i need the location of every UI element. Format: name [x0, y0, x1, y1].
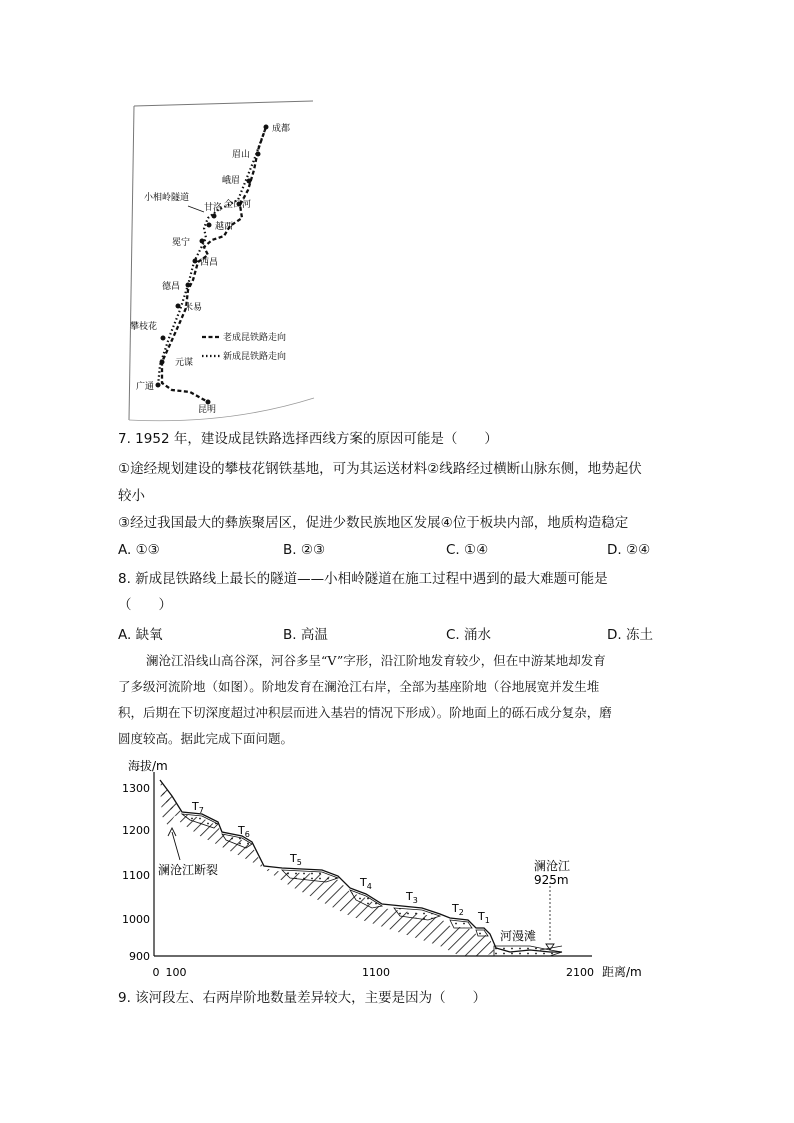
y-axis-label: 海拔/m	[128, 759, 168, 773]
x-axis-label: 距离/m	[602, 965, 642, 979]
q7-line1: ①途经规划建设的攀枝花钢铁基地，可为其运送材料②线路经过横断山脉东侧，地势起伏	[118, 461, 642, 477]
ground-surface	[160, 780, 562, 952]
floodplain-label: 河漫滩	[500, 929, 537, 943]
terrace-label-t5: $T_5$	[290, 852, 302, 867]
river-label: 澜沧江	[534, 859, 571, 873]
q8-option-c[interactable]: C. 涌水	[446, 627, 492, 643]
q7-option-b[interactable]: B. ②③	[283, 542, 326, 558]
station-dot-yuexi	[207, 223, 212, 228]
map-legend	[202, 331, 286, 362]
x-tick-1100: 1100	[362, 966, 390, 979]
label-tunnel: 小相岭隧道	[144, 193, 190, 203]
fault-label: 澜沧江断裂	[158, 863, 219, 877]
label-xichang: 西昌	[200, 258, 219, 268]
terrace-profile-svg	[110, 756, 670, 986]
q7-stem: 7. 1952 年，建设成昆铁路选择西线方案的原因可能是（ ）	[118, 431, 498, 447]
river-elevation: 925m	[534, 873, 569, 887]
q8-option-a[interactable]: A. 缺氧	[118, 627, 163, 643]
railway-map-svg	[118, 100, 318, 425]
label-yuexi: 越西	[215, 222, 234, 232]
station-dot-dechang	[186, 283, 191, 288]
terrace-label-t7: $T_7$	[192, 800, 204, 815]
q7-option-d[interactable]: D. ②④	[607, 542, 651, 558]
label-jinkouhe: 金口河	[224, 200, 252, 210]
q8-paren: （ ）	[118, 597, 172, 613]
station-dot-mianning	[200, 239, 205, 244]
label-miyi: 米易	[184, 303, 203, 313]
y-tick-1200: 1200	[122, 824, 150, 837]
railway-map	[118, 100, 318, 425]
label-mianning: 冕宁	[172, 238, 191, 248]
station-dot-miyi	[176, 304, 181, 309]
legend-old-label: 老成昆铁路走向	[223, 333, 287, 343]
q7-line2: 较小	[118, 488, 145, 504]
terrace-label-t4: $T_4$	[360, 876, 372, 891]
q8-option-b[interactable]: B. 高温	[283, 627, 328, 643]
terrace-label-t2: $T_2$	[452, 902, 464, 917]
station-dot-chengdu	[264, 125, 269, 130]
y-tick-1100: 1100	[122, 869, 150, 882]
tunnel-leader	[188, 206, 204, 212]
station-dot-yuanmou	[160, 360, 165, 365]
label-meishan: 眉山	[232, 150, 251, 160]
q7-option-c[interactable]: C. ①④	[446, 542, 489, 558]
terrace-label-t1: $T_1$	[478, 910, 490, 925]
q9-stem: 9. 该河段左、右两岸阶地数量差异较大，主要是因为（ ）	[118, 990, 487, 1006]
station-dot-meishan	[256, 152, 261, 157]
label-ganluo: 甘洛	[204, 203, 223, 213]
terrace-label-t3: $T_3$	[406, 890, 418, 905]
station-dot-emei	[247, 179, 252, 184]
x-tick-0: 0	[152, 966, 160, 979]
passage-line3: 积，后期在下切深度超过冲积层而进入基岩的情况下形成）。阶地面上的砾石成分复杂，磨	[118, 705, 612, 720]
q8-option-d[interactable]: D. 冻土	[607, 627, 653, 643]
label-guangtong: 广通	[136, 382, 155, 392]
q8-stem: 8. 新成昆铁路线上最长的隧道——小相岭隧道在施工过程中遇到的最大难题可能是	[118, 571, 608, 587]
station-dot-xichang	[193, 259, 198, 264]
y-tick-1300: 1300	[122, 782, 150, 795]
label-chengdu: 成都	[272, 124, 291, 134]
fault-arrow	[172, 832, 180, 860]
x-tick-2100: 2100	[566, 966, 594, 979]
station-dot-kunming	[206, 400, 211, 405]
label-dechang: 德昌	[162, 282, 181, 292]
y-tick-1000: 1000	[122, 913, 150, 926]
station-dot-panzhihua	[161, 336, 166, 341]
passage-line4: 圆度较高。据此完成下面问题。	[118, 731, 294, 746]
label-kunming: 昆明	[198, 405, 217, 415]
q7-option-a[interactable]: A. ①③	[118, 542, 160, 558]
y-tick-900: 900	[129, 950, 150, 963]
q7-line3: ③经过我国最大的彝族聚居区，促进少数民族地区发展④位于板块内部，地质构造稳定	[118, 515, 629, 531]
label-panzhihua: 攀枝花	[130, 322, 158, 332]
station-dot-guangtong	[156, 383, 161, 388]
terrace-label-t6: $T_6$	[238, 824, 250, 839]
new-railway-line	[158, 127, 266, 386]
passage-line1: 澜沧江沿线山高谷深，河谷多呈“V”字形，沿江阶地发育较少，但在中游某地却发育	[146, 653, 606, 668]
passage-line2: 了多级河流阶地（如图）。阶地发育在澜沧江右岸，全部为基座阶地（谷地展宽并发生堆	[118, 679, 600, 694]
legend-new-label: 新成昆铁路走向	[223, 352, 287, 362]
x-tick-100: 100	[165, 966, 187, 979]
station-dot-ganluo	[212, 214, 217, 219]
label-yuanmou: 元谋	[175, 358, 194, 368]
label-emei: 峨眉	[222, 176, 241, 186]
terrace-profile	[110, 756, 670, 986]
